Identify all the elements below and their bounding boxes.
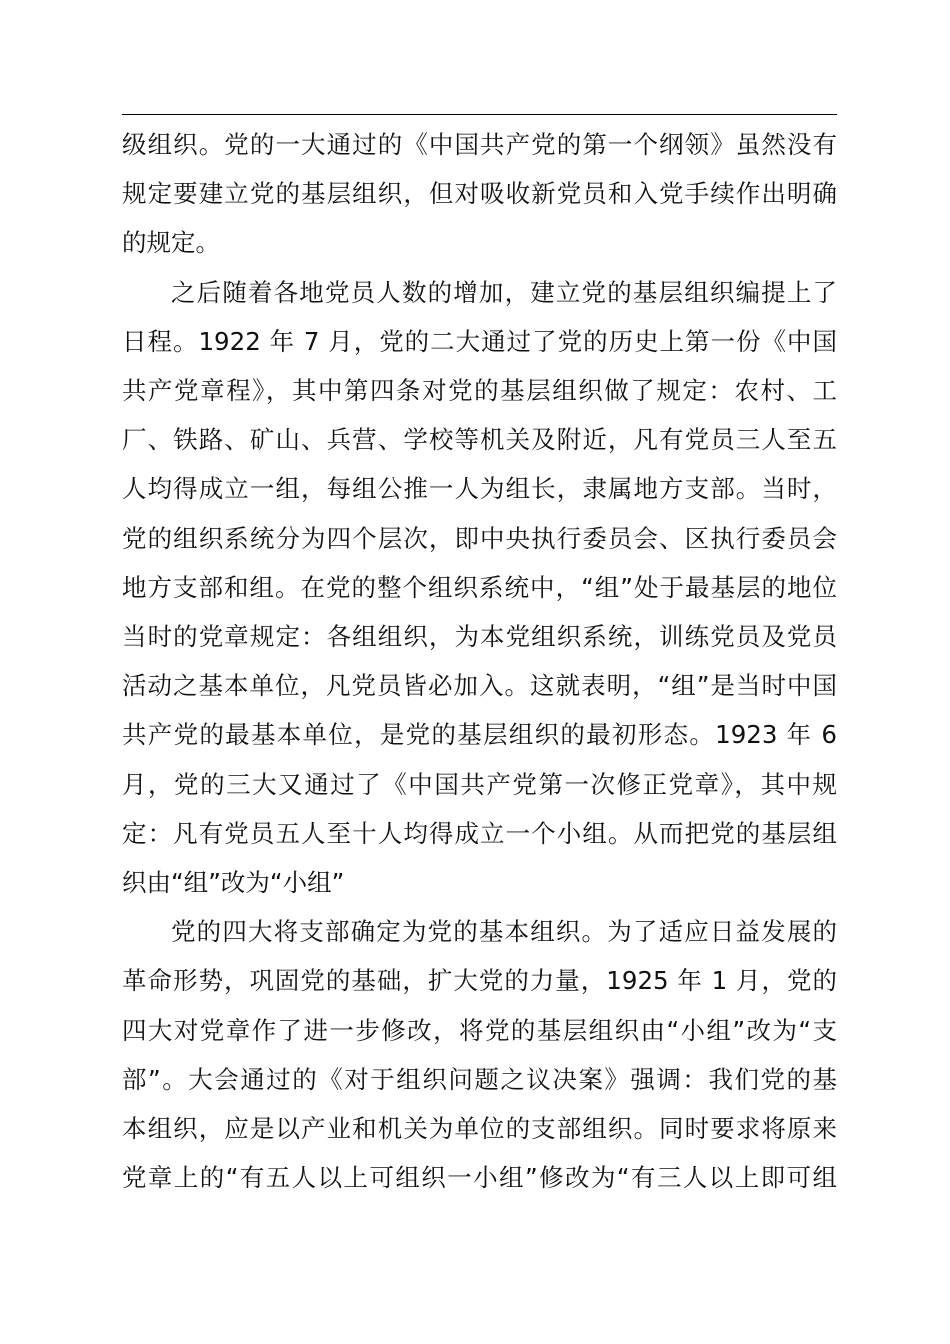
paragraph-line: 规定要建立党的基层组织，但对吸收新党员和入党手续作出明确: [122, 179, 837, 209]
paragraph-line: 级组织。党的一大通过的《中国共产党的第一个纲领》虽然没有: [122, 130, 837, 159]
paragraph-line: 共产党的最基本单位，是党的基层组织的最初形态。1923 年 6: [122, 720, 837, 750]
paragraph-line: 的规定。: [122, 228, 220, 258]
paragraph-line: 党的组织系统分为四个层次，即中央执行委员会、区执行委员会: [122, 523, 837, 553]
paragraph-line: 党的四大将支部确定为党的基本组织。为了适应日益发展的: [171, 917, 837, 947]
header-rule: [122, 114, 837, 115]
paragraph-line: 革命形势，巩固党的基础，扩大党的力量，1925 年 1 月，党的: [122, 966, 837, 996]
paragraph-line: 党章上的“有五人以上可组织一小组”修改为“有三人以上即可组: [122, 1163, 837, 1193]
paragraph-line: 厂、铁路、矿山、兵营、学校等机关及附近，凡有党员三人至五: [122, 425, 837, 455]
paragraph-line: 定：凡有党员五人至十人均得成立一个小组。从而把党的基层组: [122, 818, 837, 848]
paragraph-line: 人均得成立一组，每组公推一人为组长，隶属地方支部。当时，: [122, 474, 837, 504]
body-text: [122, 120, 837, 1202]
paragraph-2: [122, 268, 837, 908]
paragraph-1: [122, 120, 837, 268]
paragraph-line: 之后随着各地党员人数的增加，建立党的基层组织编提上了: [171, 277, 837, 307]
paragraph-line: 织由“组”改为“小组”: [122, 868, 345, 898]
paragraph-line: 四大对党章作了进一步修改，将党的基层组织由“小组”改为“支: [122, 1015, 837, 1045]
paragraph-line: 月，党的三大又通过了《中国共产党第一次修正党章》，其中规: [122, 769, 837, 799]
paragraph-3: [122, 907, 837, 1202]
paragraph-line: 地方支部和组。在党的整个组织系统中，“组”处于最基层的地位: [122, 572, 837, 602]
paragraph-line: 当时的党章规定：各组组织，为本党组织系统，训练党员及党员: [122, 622, 837, 652]
paragraph-line: 日程。1922 年 7 月，党的二大通过了党的历史上第一份《中国: [122, 326, 837, 356]
paragraph-line: 共产党章程》，其中第四条对党的基层组织做了规定：农村、工: [122, 376, 837, 406]
paragraph-line: 本组织，应是以产业和机关为单位的支部组织。同时要求将原来: [122, 1114, 837, 1144]
paragraph-line: 部”。大会通过的《对于组织问题之议决案》强调：我们党的基: [122, 1064, 837, 1094]
paragraph-line: 活动之基本单位，凡党员皆必加入。这就表明，“组”是当时中国: [122, 671, 837, 701]
